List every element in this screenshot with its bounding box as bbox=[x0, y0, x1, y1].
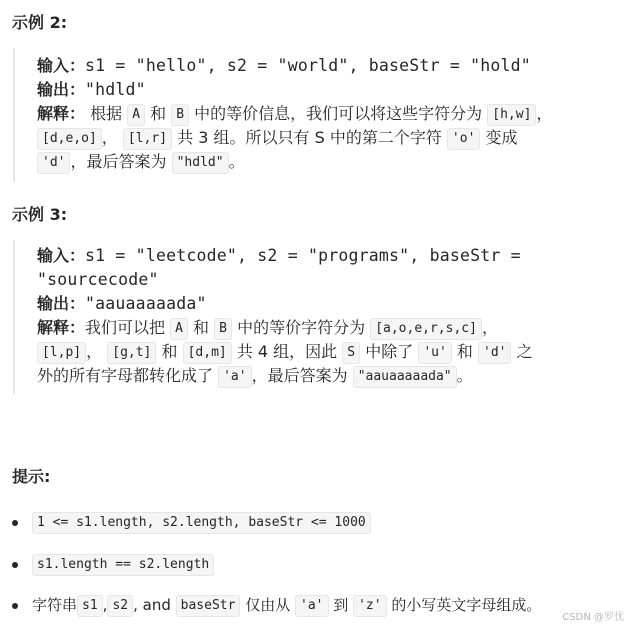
explain-label: 解释： bbox=[37, 318, 86, 337]
inline-code: [d,e,o] bbox=[37, 128, 102, 150]
example-3-output-line bbox=[37, 292, 623, 316]
output-label: 输出： bbox=[37, 294, 86, 313]
inline-code: baseStr bbox=[176, 595, 241, 617]
hint-text: , and bbox=[133, 596, 171, 614]
input-value: s1 = "leetcode", s2 = "programs", baseStr = bbox=[85, 246, 521, 265]
explain-text: ， bbox=[481, 318, 498, 337]
output-value: "hdld" bbox=[85, 80, 146, 99]
inline-code: S bbox=[342, 342, 360, 364]
explain-text: ，最后答案为 bbox=[70, 152, 167, 171]
hint-text: 字符串 bbox=[32, 596, 78, 614]
inline-code: s1.length == s2.length bbox=[32, 554, 214, 576]
example-3-explain-line-2 bbox=[37, 340, 623, 364]
explain-text: 中的等价信息，我们可以将这些字符分为 bbox=[194, 104, 483, 123]
inline-code: "hdld" bbox=[172, 152, 229, 174]
explain-text: 变成 bbox=[485, 128, 518, 147]
input-label: 输入： bbox=[37, 56, 86, 75]
example-3-block bbox=[13, 240, 623, 394]
list-item bbox=[10, 552, 214, 576]
explain-label: 解释： bbox=[37, 104, 86, 123]
input-value-continued: "sourcecode" bbox=[37, 270, 159, 289]
inline-code: 'z' bbox=[353, 595, 386, 617]
explain-text: 和 bbox=[456, 342, 473, 361]
bullet-icon bbox=[12, 562, 18, 568]
hint-text: 到 bbox=[333, 596, 349, 614]
example-2-input-line bbox=[37, 54, 623, 78]
example-2-explain-line-1 bbox=[37, 102, 623, 126]
inline-code: 'o' bbox=[447, 128, 480, 150]
explain-text: ， bbox=[536, 104, 553, 123]
inline-code: 'a' bbox=[295, 595, 328, 617]
explain-text: ，最后答案为 bbox=[251, 366, 348, 385]
explain-text: ， bbox=[101, 128, 118, 147]
explain-text: 之 bbox=[516, 342, 533, 361]
explain-text: 中除了 bbox=[365, 342, 414, 361]
inline-code: [g,t] bbox=[107, 342, 156, 364]
explain-text: ， bbox=[86, 342, 103, 361]
inline-code: [a,o,e,r,s,c] bbox=[370, 318, 482, 340]
example-3-explain-line-1 bbox=[37, 316, 623, 340]
inline-code: [l,r] bbox=[123, 128, 172, 150]
example-2-output-line bbox=[37, 78, 623, 102]
hint-text: 的小写英文字母组成。 bbox=[391, 596, 542, 614]
inline-code: A bbox=[127, 104, 145, 126]
bullet-icon bbox=[12, 603, 18, 609]
hint-text: 仅由从 bbox=[245, 596, 291, 614]
input-value: s1 = "hello", s2 = "world", baseStr = "hold" bbox=[85, 56, 531, 75]
inline-code: B bbox=[214, 318, 232, 340]
list-item bbox=[10, 593, 541, 617]
explain-text: 和 bbox=[161, 342, 178, 361]
example-3-explain-line-3 bbox=[37, 364, 623, 388]
hints-heading: 提示: bbox=[12, 467, 51, 486]
explain-text: 我们可以把 bbox=[85, 318, 166, 337]
list-item bbox=[10, 510, 371, 534]
inline-code: 1 <= s1.length, s2.length, baseStr <= 1000 bbox=[32, 512, 371, 534]
inline-code: [l,p] bbox=[37, 342, 86, 364]
inline-code: s1 bbox=[77, 595, 103, 617]
inline-code: A bbox=[170, 318, 188, 340]
explain-text: 共 4 组，因此 bbox=[236, 342, 338, 361]
input-label: 输入： bbox=[37, 246, 86, 265]
example-3-heading: 示例 3: bbox=[12, 205, 68, 224]
explain-text: 根据 bbox=[90, 104, 123, 123]
example-2-explain-line-3 bbox=[37, 150, 623, 174]
explain-text: 外的所有字母都转化成了 bbox=[37, 366, 214, 385]
explain-text: 和 bbox=[150, 104, 167, 123]
inline-code: "aauaaaaada" bbox=[353, 366, 457, 388]
explain-text: 共 3 组。所以只有 S 中的第二个字符 bbox=[177, 128, 442, 147]
output-value: "aauaaaaada" bbox=[85, 294, 207, 313]
inline-code: s2 bbox=[107, 595, 133, 617]
inline-code: [d,m] bbox=[183, 342, 232, 364]
inline-code: 'a' bbox=[218, 366, 251, 388]
bullet-icon bbox=[12, 520, 18, 526]
inline-code: 'd' bbox=[37, 152, 70, 174]
example-3-input-line-2 bbox=[37, 268, 623, 292]
inline-code: [h,w] bbox=[487, 104, 536, 126]
watermark: CSDN @罗忧 bbox=[562, 612, 624, 623]
explain-text: 。 bbox=[228, 152, 245, 171]
example-2-heading: 示例 2: bbox=[12, 13, 68, 32]
example-2-block bbox=[13, 48, 623, 182]
example-3-input-line-1 bbox=[37, 244, 623, 268]
explain-text: 中的等价字符分为 bbox=[237, 318, 366, 337]
example-2-explain-line-2 bbox=[37, 126, 623, 150]
explain-text: 和 bbox=[193, 318, 210, 337]
hint-text: , bbox=[102, 596, 108, 614]
output-label: 输出： bbox=[37, 80, 86, 99]
inline-code: 'd' bbox=[478, 342, 511, 364]
inline-code: B bbox=[171, 104, 189, 126]
explain-text: 。 bbox=[456, 366, 473, 385]
inline-code: 'u' bbox=[418, 342, 451, 364]
